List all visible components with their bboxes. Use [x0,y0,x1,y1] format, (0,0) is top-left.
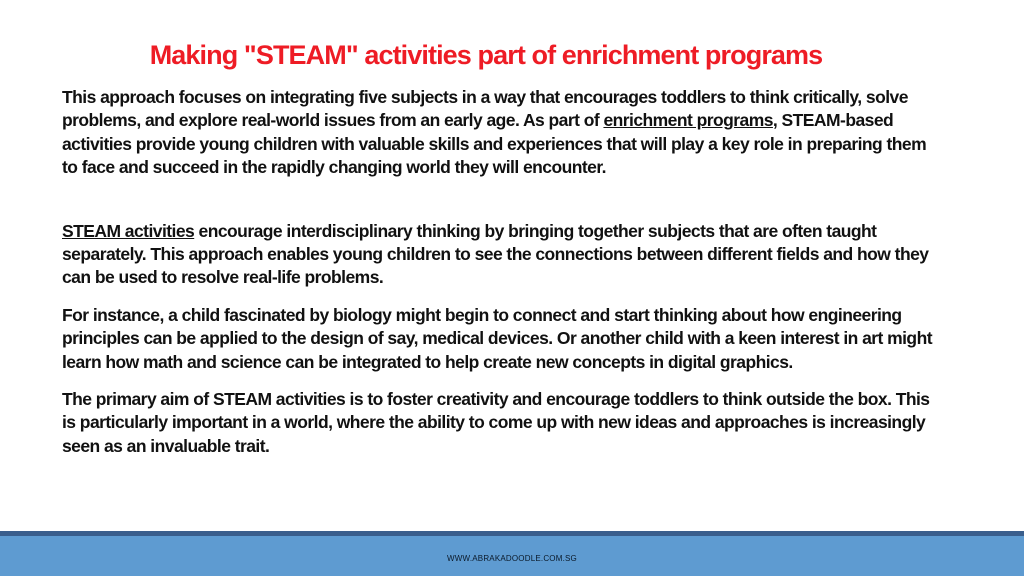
paragraph-example: For instance, a child fascinated by biology might begin to connect and start thinking about how engineering principles can be applied to the design of say, medical devices. Or another child with a keen interest in art might learn how math and science can be integrated to help create new concepts in digital graphics. [62,304,932,372]
paragraph-intro-text-end: , STEAM-based activities provide young children with valuable skills and experiences that will play a key role in preparing them to face and succeed in the rapidly changing world they will encounter. [62,110,927,178]
steam-activities-link[interactable]: STEAM activities [62,220,195,241]
slide-title: Making "STEAM" activities part of enrichment programs [149,40,823,70]
paragraph-interdisciplinary [62,220,932,290]
paragraph-intro [62,86,932,180]
enrichment-programs-link[interactable]: enrichment programs [603,110,773,131]
paragraph-interdisciplinary-text: encourage interdisciplinary thinking by bringing together subjects that are often taught separately. This approach enables young children to see the connections between different fields and how they can be used to resolve real-life problems. [62,220,929,288]
paragraph-aim: The primary aim of STEAM activities is to foster creativity and encourage toddlers to think outside the box. This is particularly important in a world, where the ability to come up with new ideas and approaches is increasingly seen as an invaluable trait. [62,389,930,456]
footer-website-url: WWW.ABRAKADOODLE.COM.SG [447,554,577,563]
slide-body [62,86,932,458]
paragraph-intro-text-start: This approach focuses on integrating five subjects in a way that encourages toddlers to think critically, solve problems, and explore real-world issues from an early age. As part of [62,87,908,131]
